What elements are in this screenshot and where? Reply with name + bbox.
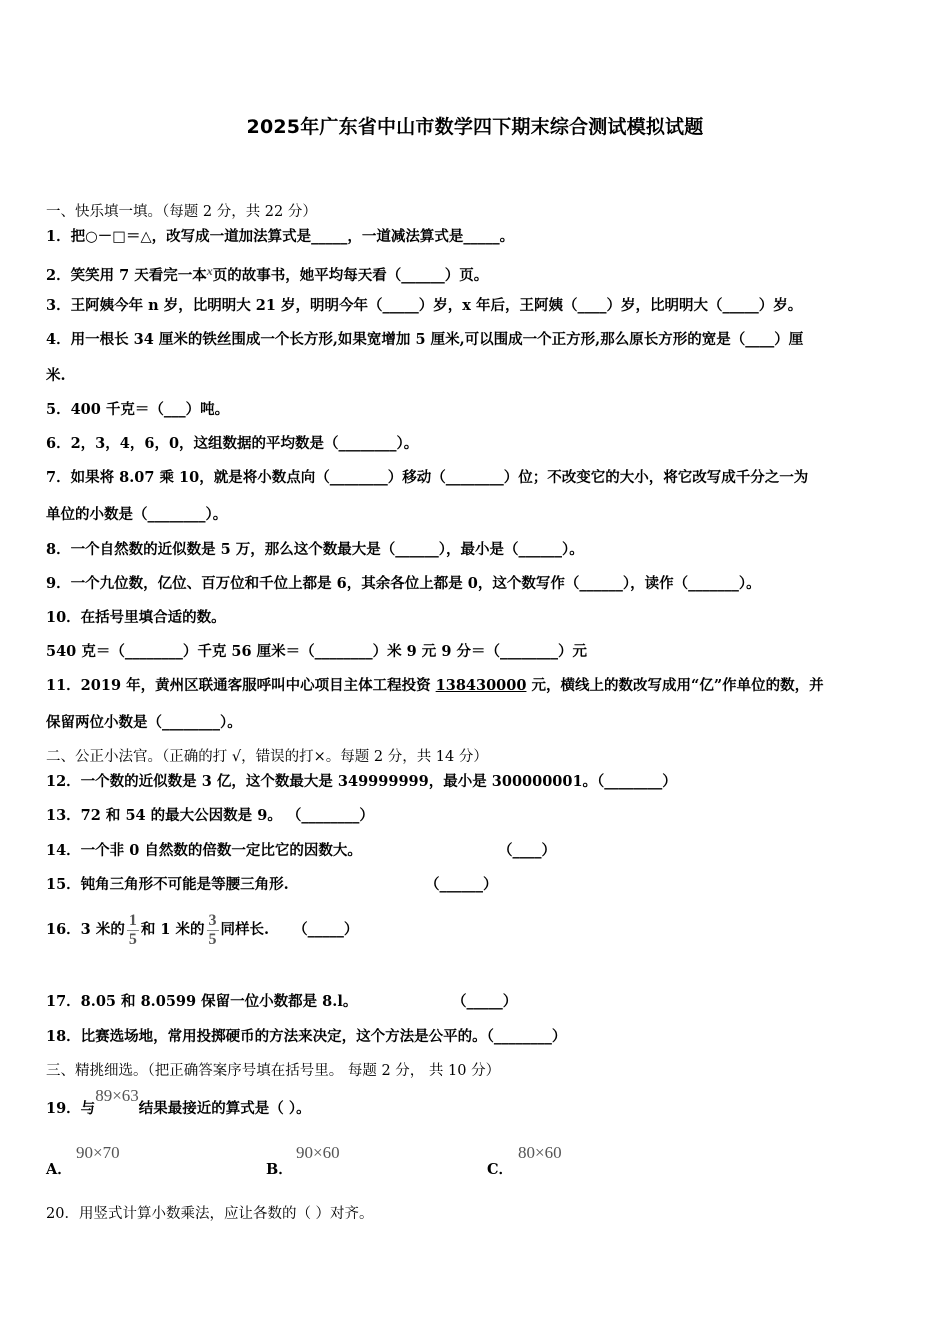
question-19 xyxy=(46,1086,311,1119)
option-b-label: B． xyxy=(266,1161,293,1178)
question-4: 4．用一根长 34 厘米的铁丝围成一个长方形,如果宽增加 5 厘米,可以围成一个正方形,那么原长方形的宽是（____）厘 xyxy=(46,331,804,348)
question-14-answer-blank: （____） xyxy=(498,842,556,859)
fraction-three-fifths xyxy=(207,912,219,949)
question-2-part-b: 页的故事书，她平均每天看（______）页。 xyxy=(212,267,489,284)
question-16-part-c: 同样长. xyxy=(220,921,270,938)
question-7-continued: 单位的小数是（________）。 xyxy=(46,506,228,523)
fraction-denominator: 5 xyxy=(128,930,137,948)
question-10-items: 540 克＝（________）千克 56 厘米＝（________）米 9 元 9 分＝（________）元 xyxy=(46,643,587,660)
question-16-answer-blank: （_____） xyxy=(293,921,359,938)
question-2 xyxy=(46,261,488,286)
question-9: 9．一个九位数，亿位、百万位和千位上都是 6，其余各位上都是 0，这个数写作（______），读作（_______）。 xyxy=(46,575,761,592)
variable-x: x xyxy=(206,264,213,278)
option-c-label: C． xyxy=(487,1161,514,1178)
question-17-answer-blank: （_____） xyxy=(452,993,518,1010)
question-7: 7．如果将 8.07 乘 10，就是将小数点向（________）移动（________）位；不改变它的大小，将它改写成千分之一为 xyxy=(46,469,809,486)
question-10: 10．在括号里填合适的数。 xyxy=(46,609,226,626)
section-heading-3: 三、精挑细选。（把正确答案序号填在括号里。 每题 2 分， 共 10 分） xyxy=(46,1063,501,1079)
question-11 xyxy=(46,676,824,696)
question-3: 3．王阿姨今年 n 岁，比明明大 21 岁，明明今年（_____）岁，x 年后，王阿姨（____）岁，比明明大（_____）岁。 xyxy=(46,297,803,314)
question-5: 5．400 千克＝（___）吨。 xyxy=(46,401,230,418)
question-17: 17．8.05 和 8.0599 保留一位小数都是 8.l。 xyxy=(46,993,358,1010)
page-title: 2025年广东省中山市数学四下期末综合测试模拟试题 xyxy=(246,116,704,138)
question-15-answer-blank: （______） xyxy=(425,876,498,893)
option-c-expression: 80×60 xyxy=(518,1143,562,1162)
question-1: 1．把○－□＝△，改写成一道加法算式是_____，一道减法算式是_____。 xyxy=(46,228,515,245)
question-16-part-a: 16．3 米的 xyxy=(46,921,125,938)
question-6: 6．2，3，4，6，0，这组数据的平均数是（________）。 xyxy=(46,435,419,452)
section-heading-2: 二、公正小法官。（正确的打 √，错误的打×。每题 2 分，共 14 分） xyxy=(46,749,488,765)
question-19-part-b: 结果最接近的算式是（ ）。 xyxy=(138,1100,311,1117)
question-16 xyxy=(46,910,358,950)
question-11-continued: 保留两位小数是（________）。 xyxy=(46,714,242,731)
fraction-numerator: 3 xyxy=(208,911,217,929)
question-4-continued: 米. xyxy=(46,367,66,384)
option-a-expression: 90×70 xyxy=(76,1143,120,1162)
section-heading-1: 一、快乐填一填。（每题 2 分，共 22 分） xyxy=(46,204,317,220)
question-11-part-a: 11．2019 年，黄州区联通客服呼叫中心项目主体工程投资 xyxy=(46,677,436,694)
question-19-part-a: 19．与 xyxy=(46,1100,96,1117)
underlined-number: 138430000 xyxy=(435,677,527,694)
question-8: 8．一个自然数的近似数是 5 万，那么这个数最大是（______），最小是（______）。 xyxy=(46,541,584,558)
question-15: 15．钝角三角形不可能是等腰三角形. xyxy=(46,876,289,893)
question-14: 14．一个非 0 自然数的倍数一定比它的因数大。 xyxy=(46,842,362,859)
question-18: 18．比赛选场地，常用投掷硬币的方法来决定，这个方法是公平的。（________） xyxy=(46,1028,567,1045)
question-16-part-b: 和 1 米的 xyxy=(140,921,205,938)
question-20: 20．用竖式计算小数乘法，应让各数的（ ）对齐。 xyxy=(46,1206,374,1222)
option-a-label: A． xyxy=(46,1161,72,1178)
option-b-expression: 90×60 xyxy=(296,1143,340,1162)
expression-89x63: 89×63 xyxy=(95,1086,139,1105)
question-12: 12．一个数的近似数是 3 亿，这个数最大是 349999999，最小是 300000001。（________） xyxy=(46,773,677,790)
fraction-one-fifth xyxy=(127,912,139,949)
fraction-denominator: 5 xyxy=(208,930,217,948)
question-11-part-b: 元，横线上的数改写成用“亿”作单位的数，并 xyxy=(526,677,824,694)
question-2-part-a: 2．笑笑用 7 天看完一本 xyxy=(46,267,207,284)
fraction-numerator: 1 xyxy=(128,911,137,929)
question-13: 13．72 和 54 的最大公因数是 9。 （________） xyxy=(46,807,374,824)
